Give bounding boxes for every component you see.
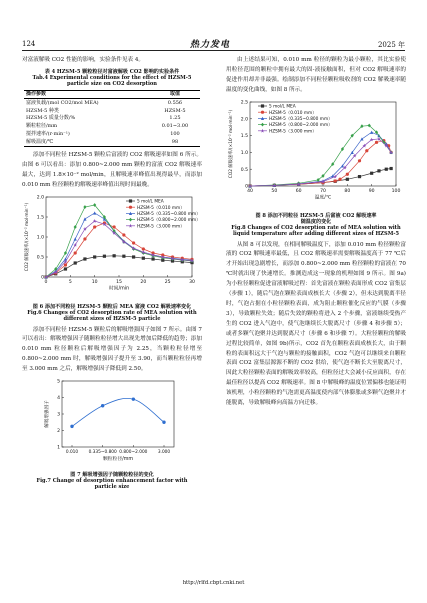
- data-point: [83, 257, 86, 260]
- figure-7-caption-en-1: Fig.7 Change of desorption enhancement factor with: [36, 477, 188, 484]
- x-tick-label: 3.000: [157, 450, 171, 456]
- data-point: [74, 237, 77, 240]
- figure-6-caption-cn: 图 6 添加不同粒径 HZSM-5 颗粒后 MEA 富液 CO2 解吸速率变化: [32, 303, 192, 310]
- right-column: [226, 56, 406, 409]
- data-point: [346, 177, 349, 180]
- figure-8-caption-cn-2: 随温度的变化: [300, 218, 332, 225]
- table-header-value: 取值: [150, 90, 200, 99]
- y-axis-label: CO2 解吸速率/(×10⁻² mol·min⁻¹): [25, 202, 30, 271]
- data-point: [74, 251, 77, 254]
- y-tick-label: 2.0: [36, 195, 44, 201]
- y-tick-label: 0.5: [36, 255, 44, 261]
- journal-title: 热力发电: [190, 40, 231, 50]
- data-point: [93, 255, 96, 258]
- figure-6-caption-en-2: different sizes of HZSM-5 particle: [63, 315, 161, 322]
- data-point: [129, 199, 132, 202]
- paragraph: 添加不同粒径 HZSM-5 颗粒后的解吸增强因子如图 7 所示。由图 7 可以看出：解吸增强因子随颗粒粒径增大出现先增加后降低的趋势；添加 0.010 mm 粒径颗粒后解吸增强因子为 2.25，当颗粒粒径增至 0.800~2.000 mm 时，解吸增强因子提升至 3.90，而当颗粒粒径再增至 3.000 mm 之后，解吸增强因子降低到 2.50。: [22, 326, 202, 373]
- figure-8-caption-en-2: liquid temperature after adding different sizes of HZSM-5: [233, 230, 399, 237]
- series-line: [250, 140, 391, 185]
- data-point: [129, 217, 132, 221]
- series-line: [250, 168, 391, 185]
- legend-label: HZSM-5（0.335~0.800 mm）: [137, 211, 201, 217]
- data-point: [142, 256, 145, 259]
- data-point: [122, 254, 125, 257]
- data-point: [261, 104, 264, 107]
- data-point: [74, 225, 77, 229]
- data-point: [132, 397, 135, 400]
- data-point: [365, 149, 368, 152]
- data-point: [129, 205, 132, 208]
- table-caption-en-2: particle size on CO2 desorption: [67, 81, 157, 88]
- y-tick-label: 2.0: [240, 117, 248, 123]
- y-tick-label: 1.0: [240, 150, 248, 156]
- series-line: [46, 223, 192, 277]
- x-tick-label: 25: [164, 279, 171, 285]
- y-tick-label: 3: [57, 412, 60, 418]
- legend-label: HZSM-5（0.335~0.800 mm）: [269, 116, 333, 122]
- y-tick-label: 1.0: [36, 235, 44, 241]
- data-point: [113, 254, 116, 257]
- y-tick-label: 1.5: [240, 133, 248, 139]
- data-point: [132, 241, 135, 244]
- data-point: [375, 140, 378, 143]
- table-caption-cn: 表 4 HZSM-5 颗粒粒径对富液解吸 CO2 影响的实验条件: [44, 68, 180, 75]
- data-point: [113, 225, 116, 228]
- x-tick-label: 70: [320, 188, 326, 194]
- x-tick-label: 5: [68, 279, 72, 285]
- footer-url: http://rlfd.cbpt.cnki.net: [182, 580, 245, 586]
- table-cell: 1.25: [169, 115, 181, 122]
- x-axis-label: 时间/min: [108, 286, 130, 292]
- figure-8-caption-cn-1: 图 8 添加不同粒径 HZSM-5 后富液 CO2 解吸速率: [255, 212, 377, 219]
- table-row: [24, 115, 200, 123]
- y-axis-label: CO2 解吸速率/(×10⁻² mol·min⁻¹): [229, 109, 234, 178]
- x-tick-label: 0: [44, 279, 48, 285]
- table-row: [24, 138, 200, 146]
- y-tick-label: 0: [245, 184, 248, 190]
- legend-label: HZSM-5（3.000 mm）: [269, 129, 317, 135]
- table-cell: 0.556: [167, 99, 183, 106]
- data-point: [358, 159, 361, 162]
- left-column: [22, 56, 202, 490]
- data-point: [83, 205, 86, 209]
- table-cell: HZSM-5: [164, 107, 186, 114]
- legend-label: 5 mol/L MEA: [269, 104, 296, 110]
- x-tick-label: 80: [344, 188, 351, 194]
- data-point: [261, 110, 264, 113]
- data-point: [83, 217, 86, 220]
- data-point: [129, 223, 133, 227]
- data-point: [73, 243, 77, 247]
- table-row: [24, 99, 200, 107]
- table-cell: 解吸温度/℃: [24, 138, 150, 146]
- legend-label: HZSM-5（3.000 mm）: [137, 224, 185, 230]
- y-tick-label: 2: [57, 429, 60, 435]
- table-row: [24, 123, 200, 131]
- table-cell: 98: [150, 138, 200, 146]
- year: 2025 年: [377, 41, 405, 49]
- x-tick-label: 100: [391, 188, 401, 194]
- x-tick-label: 40: [247, 188, 253, 194]
- data-point: [162, 421, 165, 424]
- series-line: [250, 139, 391, 186]
- table-row: [24, 107, 200, 115]
- data-point: [70, 425, 73, 428]
- data-point: [142, 247, 145, 250]
- x-tick-label: 0.800~2.000: [119, 450, 148, 456]
- y-tick-label: 1: [57, 445, 60, 451]
- legend-label: 5 mol/L MEA: [137, 199, 164, 205]
- data-point: [390, 167, 393, 170]
- table-header-row: [24, 90, 200, 99]
- x-tick-label: 0.335~0.800: [88, 450, 117, 456]
- paragraph: 由上述结果可知，0.010 mm 粒径的颗粒为最小颗粒，其比实验使用粒径范围的颗粒中拥有最大的固-液接触面积，但对 CO2 解吸速率的促进作用却并非最强。绘制添加不同粒径颗粒吸收剂的 CO2 解吸速率随温度的变化曲线，如图 8 所示。: [226, 57, 406, 93]
- x-axis-label: 颗粒粒径/mm: [102, 457, 134, 463]
- page-number: 124: [22, 40, 36, 48]
- y-tick-label: 4: [57, 396, 60, 402]
- series-line: [72, 398, 164, 426]
- table-row: [24, 130, 200, 138]
- data-point: [261, 122, 264, 126]
- paragraph: 从图 8 可以发现，在相同解吸温度下，添加 0.010 mm 粒径颗粒富液的 CO2 解吸速率最低，且 CO2 解吸速率需要解吸温度高于 77 ℃后才开始出现急剧增长，而添加 0.800~2.000 mm 粒径颗粒的富液在 70 ℃时就出现了快速增长。推测造成这一现象的机理如图 9 所示。图 9a)为小粒径颗粒促进富液解吸过程：首先富液在颗粒表面形成 CO2 富集层（步骤 1），随后气泡在颗粒表面成核长大（步骤 2），但未达到脱离半径时，气泡占据在小粒径颗粒表面，成为阻止颗粒催化反应的气膜（步骤 3），导致颗粒失效；随后失效的颗粒将进入 2 个步骤，富液继续受热产生的 CO2 进入气泡中，使气泡继续长大脱离尺寸（步骤 4 和步骤 5）；或者多颗气泡聚并达到脱离尺寸（步骤 6 和步骤 7）。大粒径颗粒的解吸过程比较简单，如图 9b)所示，CO2 首先在颗粒表面成核长大，由于颗粒的表面积远大于气泡与颗粒的接触面积，CO2 气泡可以继续来自颗粒表面 CO2 富集层源源不断的 CO2 供给，使气泡不断长大至脱离尺寸，因此大粒径颗粒表面的解吸效率较高，但粒径过大会减小反应面积，存在最佳粒径以提高 CO2 解吸速率。图 8 中解吸峰的温度位置偏移也能证明该机理，小粒径颗粒的气泡需更高温度使内部气体膨胀或多颗气泡聚并才能脱离，导致解吸峰向高温方向迁移。: [226, 241, 406, 407]
- x-tick-label: 90: [368, 188, 375, 194]
- paragraph: 添加不同粒径 HZSM-5 颗粒后富液的 CO2 解吸速率如图 6 所示。由图 6 可以看出：添加 0.800~2.000 mm 颗粒的富液 CO2 解吸速率最大，达到 1.8×10⁻² mol/min，且解吸速率峰值出现得最早，而添加 0.010 mm 粒径颗粒的解吸速率峰值出现时间最晚。: [22, 151, 202, 188]
- data-point: [93, 225, 96, 228]
- legend-label: HZSM-5（0.800~2.000 mm）: [137, 217, 201, 223]
- header-rule: [22, 50, 405, 51]
- table-cell: HZSM-5 质量分数/%: [26, 115, 76, 122]
- x-tick-label: 30: [189, 279, 195, 285]
- figure-6-chart: [22, 191, 202, 299]
- data-point: [64, 267, 67, 270]
- x-tick-label: 20: [140, 279, 147, 285]
- figure-8-chart: [226, 96, 406, 208]
- legend-label: HZSM-5（0.010 mm）: [137, 205, 185, 211]
- x-tick-label: 15: [116, 279, 122, 285]
- series-line: [250, 125, 391, 185]
- data-point: [83, 237, 86, 240]
- y-tick-label: 2.5: [240, 100, 248, 106]
- conditions-table: [24, 90, 200, 147]
- y-tick-label: 5: [57, 379, 60, 385]
- data-point: [370, 171, 373, 174]
- data-point: [346, 172, 349, 175]
- table-cell: 富液负载/(mol CO2/mol MEA): [26, 99, 99, 106]
- table-cell: HZSM-5 种类: [26, 107, 59, 114]
- figure-6-caption-en-1: Fig.6 Changes of CO2 desorption rate of MEA solution with: [27, 309, 197, 316]
- x-tick-label: 60: [295, 188, 302, 194]
- intro-line: 对富液解吸 CO2 性能的影响，实验条件见表 4。: [22, 57, 145, 63]
- data-point: [101, 404, 104, 407]
- x-tick-label: 10: [91, 279, 98, 285]
- data-point: [151, 257, 154, 260]
- x-tick-label: 50: [271, 188, 278, 194]
- table-cell: 0.01~3.00: [161, 123, 189, 130]
- y-axis-label: 解吸增强因子: [45, 400, 50, 428]
- legend-label: HZSM-5（0.800~2.000 mm）: [269, 122, 333, 128]
- x-tick-label: 0.010: [65, 450, 79, 456]
- figure-7-caption-cn: 图 7 解吸增强因子随颗粒粒径的变化: [70, 471, 154, 478]
- data-point: [358, 175, 361, 178]
- data-point: [370, 130, 373, 133]
- data-point: [64, 263, 67, 266]
- x-axis-label: 温度/℃: [314, 195, 332, 201]
- data-point: [261, 128, 265, 132]
- data-point: [334, 179, 337, 182]
- data-point: [338, 177, 341, 180]
- data-point: [132, 255, 135, 258]
- table-caption-en-1: Tab.4 Experimental conditions for the effect of HZSM-5: [32, 75, 192, 82]
- figure-8-caption-en-1: Fig.8 Changes of CO2 desorption rate of MEA solution with: [231, 224, 401, 231]
- y-tick-label: 0: [41, 275, 44, 281]
- y-tick-label: 1.5: [36, 215, 44, 221]
- data-point: [103, 254, 106, 257]
- data-point: [377, 169, 380, 172]
- data-point: [122, 233, 125, 236]
- table-cell: 颗粒粒径/mm: [26, 123, 58, 130]
- data-point: [74, 261, 77, 264]
- table-cell: 搅拌速率/(r·min⁻¹): [26, 131, 70, 138]
- table-cell: 100: [170, 131, 180, 138]
- figure-7-caption-en-2: particle size: [94, 483, 130, 490]
- figure-7-chart: [22, 375, 202, 467]
- data-point: [93, 211, 96, 214]
- data-point: [385, 167, 388, 170]
- y-tick-label: 0.5: [240, 167, 248, 173]
- legend-label: HZSM-5（0.010 mm）: [269, 110, 317, 116]
- plot-frame: [62, 381, 174, 447]
- table-header-param: 操作参数: [24, 90, 150, 99]
